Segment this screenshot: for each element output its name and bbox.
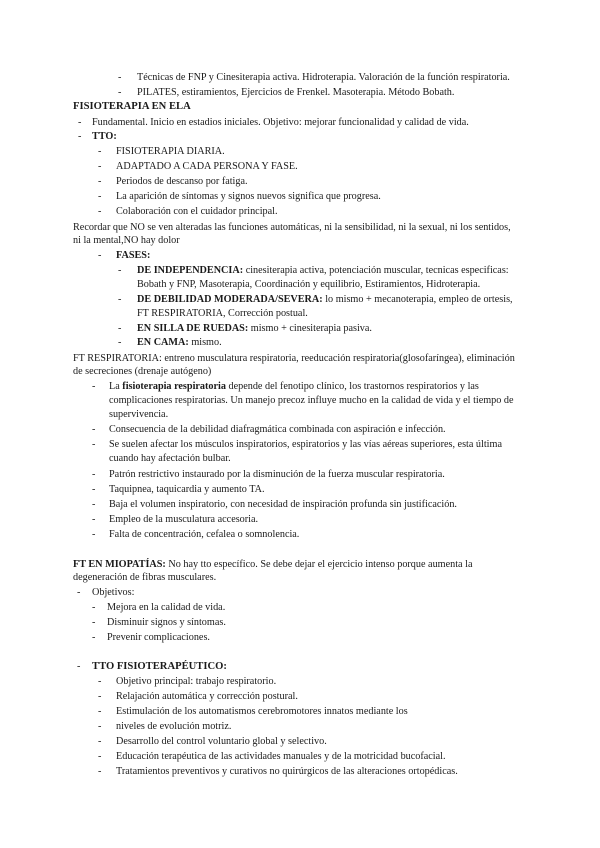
list-item: Baja el volumen inspiratorio, con necesidad de inspiración profunda sin justificación.	[109, 499, 457, 510]
dash: -	[98, 706, 102, 717]
list-item: Estimulación de los automatismos cerebromotores innatos mediante los	[116, 706, 408, 717]
dash: -	[92, 617, 96, 628]
list-item: Se suelen afectar los músculos inspiratorios, espiratorios y las vías aéreas superiores, esta última	[109, 439, 502, 450]
dash: -	[92, 514, 96, 525]
dash: -	[78, 131, 82, 142]
list-item	[137, 323, 372, 335]
text: No hay tto específico. Se debe dejar el ejercicio intenso porque aumenta la	[165, 559, 473, 570]
list-item: Relajación automática y corrección postural.	[116, 691, 298, 702]
fase-text: mismo + cinesiterapia pasiva.	[248, 323, 372, 334]
list-item	[109, 381, 479, 393]
fase-label: EN SILLA DE RUEDAS:	[137, 323, 249, 334]
dash: -	[92, 632, 96, 643]
dash: -	[77, 661, 81, 672]
list-item: Disminuir signos y síntomas.	[107, 617, 226, 628]
dash: -	[92, 602, 96, 613]
dash: -	[98, 161, 102, 172]
dash: -	[98, 146, 102, 157]
list-item-continuation: Bobath y FNP, Masoterapia, Coordinación y equilibrio, Estiramientos, Hidroterapia.	[137, 279, 481, 290]
list-item	[137, 265, 509, 277]
dash: -	[98, 250, 102, 261]
fase-label: DE INDEPENDENCIA:	[137, 265, 244, 276]
fase-text: cinesiterapia activa, potenciación muscular, tecnicas especificas:	[243, 265, 509, 276]
dash: -	[92, 484, 96, 495]
fase-text: mismo.	[188, 337, 222, 348]
dash: -	[92, 439, 96, 450]
list-item: Objetivo principal: trabajo respiratorio.	[116, 676, 277, 687]
dash: -	[92, 381, 96, 392]
list-item: Desarrollo del control voluntario global y selectivo.	[116, 736, 327, 747]
dash: -	[98, 721, 102, 732]
dash: -	[98, 191, 102, 202]
list-item: Patrón restrictivo instaurado por la disminución de la fuerza muscular respiratoria.	[109, 469, 445, 480]
list-item: FISIOTERAPIA DIARIA.	[116, 146, 225, 157]
tto-label: TTO:	[92, 131, 117, 142]
dash: -	[118, 87, 122, 98]
dash: -	[98, 751, 102, 762]
list-item	[137, 337, 222, 349]
dash: -	[118, 337, 122, 348]
dash: -	[98, 766, 102, 777]
section-heading-tto: TTO FISIOTERAPÉUTICO:	[92, 661, 227, 672]
fases-label: FASES:	[116, 250, 151, 261]
dash: -	[98, 691, 102, 702]
dash: -	[92, 469, 96, 480]
section-heading-ela: FISIOTERAPIA EN ELA	[73, 101, 191, 112]
paragraph-line: Recordar que NO se ven alteradas las funciones automáticas, ni la sensibilidad, ni la sexual, ni los sentidos,	[73, 222, 511, 233]
list-item: Taquipnea, taquicardia y aumento TA.	[109, 484, 265, 495]
list-item: PILATES, estiramientos, Ejercicios de Frenkel. Masoterapia. Método Bobath.	[137, 87, 455, 98]
dash: -	[118, 323, 122, 334]
list-item: ADAPTADO A CADA PERSONA Y FASE.	[116, 161, 298, 172]
list-item-continuation: FT RESPIRATORIA, Corrección postual.	[137, 308, 308, 319]
emphasis: fisioterapia respiratoria	[122, 381, 226, 392]
list-item: Periodos de descanso por fatiga.	[116, 176, 248, 187]
list-item-continuation: supervivencia.	[109, 409, 169, 420]
list-item: Colaboración con el cuidador principal.	[116, 206, 278, 217]
dash: -	[92, 529, 96, 540]
dash: -	[118, 72, 122, 83]
text: depende del fenotipo clínico, los trastornos respiratorios y las	[225, 381, 479, 392]
list-item: Tratamientos preventivos y curativos no quirúrgicos de las alteraciones ortopédicas.	[116, 766, 458, 777]
dash: -	[77, 587, 81, 598]
paragraph-line: de secreciones (drenaje autógeno)	[73, 366, 212, 377]
list-item: Fundamental. Inicio en estadios iniciales. Objetivo: mejorar funcionalidad y calidad de vida.	[92, 117, 469, 128]
list-item: Empleo de la musculatura accesoria.	[109, 514, 259, 525]
list-item: Mejora en la calidad de vida.	[107, 602, 226, 613]
paragraph-line: degeneración de fibras musculares.	[73, 572, 217, 583]
dash: -	[98, 176, 102, 187]
objetivos-label: Objetivos:	[92, 587, 135, 598]
dash: -	[92, 424, 96, 435]
dash: -	[98, 676, 102, 687]
section-label-miopatias: FT EN MIOPATÍAS:	[73, 559, 166, 570]
list-item-continuation: cuando hay afectación bulbar.	[109, 453, 231, 464]
list-item: Educación terapéutica de las actividades manuales y de la motricidad bucofacial.	[116, 751, 446, 762]
paragraph-line: ni la mental,NO hay dolor	[73, 235, 180, 246]
list-item	[137, 294, 513, 306]
list-item: Consecuencia de la debilidad diafragmática combinada con aspiración e infección.	[109, 424, 446, 435]
paragraph-line: FT RESPIRATORIA: entreno musculatura respiratoria, reeducación respiratoria(glosofaríngea), eliminación	[73, 353, 515, 364]
list-item: Falta de concentración, cefalea o somnolencia.	[109, 529, 300, 540]
dash: -	[98, 206, 102, 217]
dash: -	[92, 499, 96, 510]
list-item: niveles de evolución motriz.	[116, 721, 232, 732]
dash: -	[78, 117, 82, 128]
paragraph-line	[73, 559, 472, 571]
fase-label: DE DEBILIDAD MODERADA/SEVERA:	[137, 294, 323, 305]
text: La	[109, 381, 123, 392]
list-item-continuation: complicaciones respiratorias. Un manejo precoz influye mucho en la calidad de vida y el tiempo de	[109, 395, 514, 406]
dash: -	[118, 294, 122, 305]
fase-label: EN CAMA:	[137, 337, 189, 348]
fase-text: lo mismo + mecanoterapia, empleo de ortesis,	[322, 294, 513, 305]
list-item: Prevenir complicaciones.	[107, 632, 210, 643]
list-item: La aparición de síntomas y signos nuevos significa que progresa.	[116, 191, 381, 202]
dash: -	[118, 265, 122, 276]
list-item: Técnicas de FNP y Cinesiterapia activa. Hidroterapia. Valoración de la función respiratoria.	[137, 72, 510, 83]
dash: -	[98, 736, 102, 747]
